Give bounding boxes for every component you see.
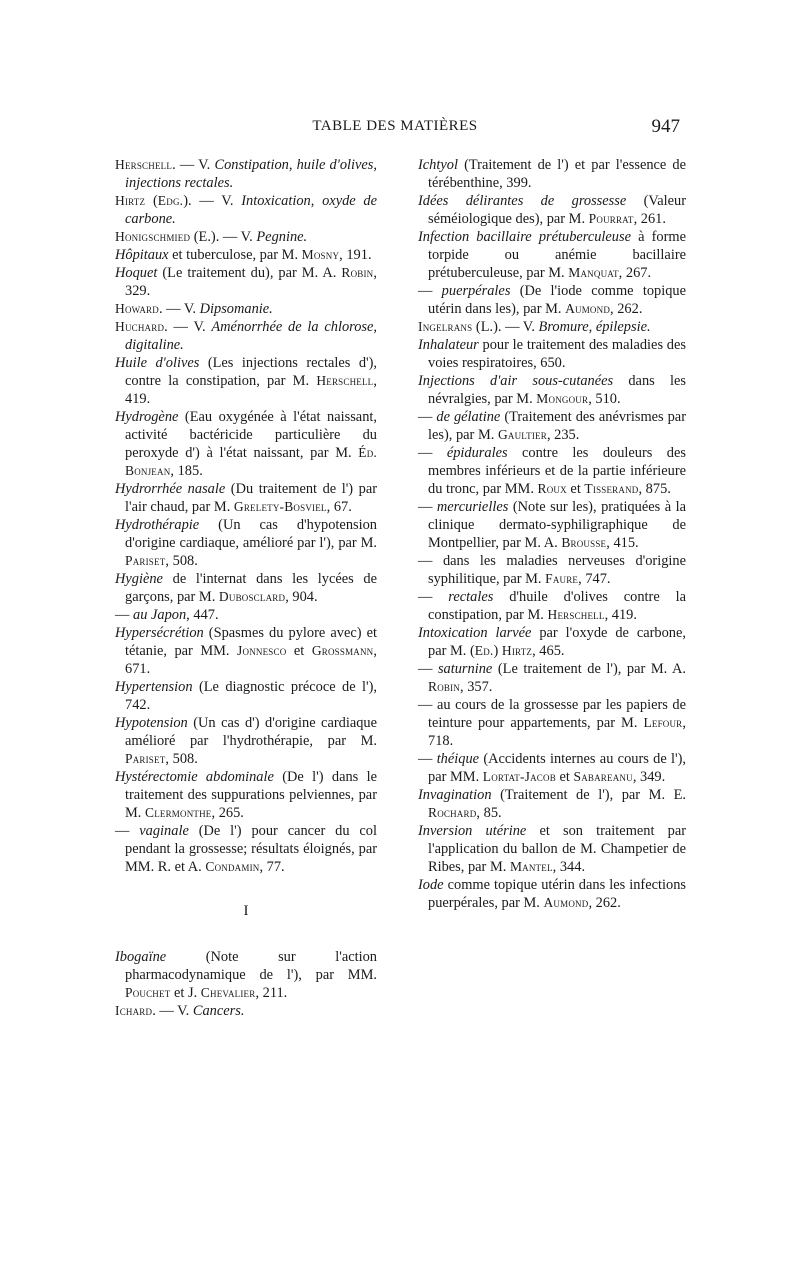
index-entry: Hypertension (Le diagnostic précoce de l'), 742. (115, 679, 377, 713)
index-entry: Inversion utérine et son traitement par l'application du ballon de M. Champetier de Ribes, par M. Mantel, 344. (418, 823, 686, 875)
index-entry: Herschell. — V. Constipation, huile d'olives, injections rectales. (115, 157, 377, 191)
right-column (418, 156, 686, 912)
index-entry: Ichtyol (Traitement de l') et par l'essence de térébenthine, 399. (418, 157, 686, 191)
index-entry: Hypersécrétion (Spasmes du pylore avec) et tétanie, par MM. Jonnesco et Grossmann, 671. (115, 625, 377, 677)
left-column (115, 156, 377, 1020)
index-list-i-start (115, 948, 377, 1020)
running-title: TABLE DES MATIÈRES (312, 118, 478, 134)
index-entry: — au cours de la grossesse par les papiers de teinture pour appartements, par M. Lefour, 718. (418, 697, 686, 749)
index-entry: Hygiène de l'internat dans les lycées de garçons, par M. Dubosclard, 904. (115, 571, 377, 605)
index-entry: Hydrorrhée nasale (Du traitement de l') par l'air chaud, par M. Grelety-Bosviel, 67. (115, 481, 377, 515)
index-entry: Iode comme topique utérin dans les infections puerpérales, par M. Aumond, 262. (418, 877, 686, 911)
index-entry: — vaginale (De l') pour cancer du col pendant la grossesse; résultats éloignés, par MM. R. et A. Condamin, 77. (115, 823, 377, 875)
index-entry: Hydrogène (Eau oxygénée à l'état naissant, activité bactéricide particulière du peroxyde d') à l'état naissant, par M. Éd. Bonjean, 185. (115, 409, 377, 479)
index-list-h (115, 156, 377, 876)
index-entry: Injections d'air sous-cutanées dans les névralgies, par M. Mongour, 510. (418, 373, 686, 407)
index-entry: Ibogaïne (Note sur l'action pharmacodynamique de l'), par MM. Pouchet et J. Chevalier, 211. (115, 949, 377, 1001)
page-number: 947 (651, 116, 680, 137)
index-entry: Invagination (Traitement de l'), par M. E. Rochard, 85. (418, 787, 686, 821)
section-letter: I (243, 903, 249, 919)
index-entry: — épidurales contre les douleurs des membres inférieurs et de la partie inférieure du tronc, par MM. Roux et Tisserand, 875. (418, 445, 686, 497)
index-entry: — puerpérales (De l'iode comme topique utérin dans les), par M. Aumond, 262. (418, 283, 686, 317)
index-entry: Ichard. — V. Cancers. (115, 1003, 245, 1019)
index-entry: Ingelrans (L.). — V. Bromure, épilepsie. (418, 319, 651, 335)
index-entry: Honigschmied (E.). — V. Pegnine. (115, 229, 308, 245)
index-entry: — de gélatine (Traitement des anévrismes par les), par M. Gaultier, 235. (418, 409, 686, 443)
index-entry: — théique (Accidents internes au cours de l'), par MM. Lortat-Jacob et Sabareanu, 349. (418, 751, 686, 785)
page-header (110, 118, 680, 142)
index-entry: Hydrothérapie (Un cas d'hypotension d'origine cardiaque, amélioré par l'), par M. Pariset, 508. (115, 517, 377, 569)
index-entry: Infection bacillaire prétuberculeuse à forme torpide ou anémie bacillaire prétuberculeuse, par M. Manquat, 267. (418, 229, 686, 281)
index-entry: Huile d'olives (Les injections rectales d'), contre la constipation, par M. Herschell, 419. (115, 355, 377, 407)
index-entry: Intoxication larvée par l'oxyde de carbone, par M. (Ed.) Hirtz, 465. (418, 625, 686, 659)
index-entry: Hôpitaux et tuberculose, par M. Mosny, 191. (115, 247, 372, 263)
index-entry: — au Japon, 447. (115, 607, 219, 623)
index-entry: Hystérectomie abdominale (De l') dans le traitement des suppurations pelviennes, par M. Clermonthe, 265. (115, 769, 378, 821)
index-entry: Idées délirantes de grossesse (Valeur séméiologique des), par M. Pourrat, 261. (418, 193, 686, 227)
index-entry: — rectales d'huile d'olives contre la constipation, par M. Herschell, 419. (418, 589, 686, 623)
index-entry: — dans les maladies nerveuses d'origine syphilitique, par M. Faure, 747. (418, 553, 686, 587)
index-list-i (418, 156, 686, 912)
index-entry: Huchard. — V. Aménorrhée de la chlorose, digitaline. (115, 319, 377, 353)
index-entry: Hirtz (Edg.). — V. Intoxication, oxyde de carbone. (115, 193, 378, 227)
index-entry: — mercurielles (Note sur les), pratiquées à la clinique dermato-syphiligraphique de Montpellier, par M. A. Brousse, 415. (418, 499, 686, 551)
index-entry: — saturnine (Le traitement de l'), par M. A. Robin, 357. (418, 661, 686, 695)
index-entry: Howard. — V. Dipsomanie. (115, 301, 273, 317)
index-entry: Inhalateur pour le traitement des maladies des voies respiratoires, 650. (418, 337, 686, 371)
index-entry: Hoquet (Le traitement du), par M. A. Robin, 329. (115, 265, 377, 299)
index-entry: Hypotension (Un cas d') d'origine cardiaque amélioré par l'hydrothérapie, par M. Pariset, 508. (115, 715, 377, 767)
